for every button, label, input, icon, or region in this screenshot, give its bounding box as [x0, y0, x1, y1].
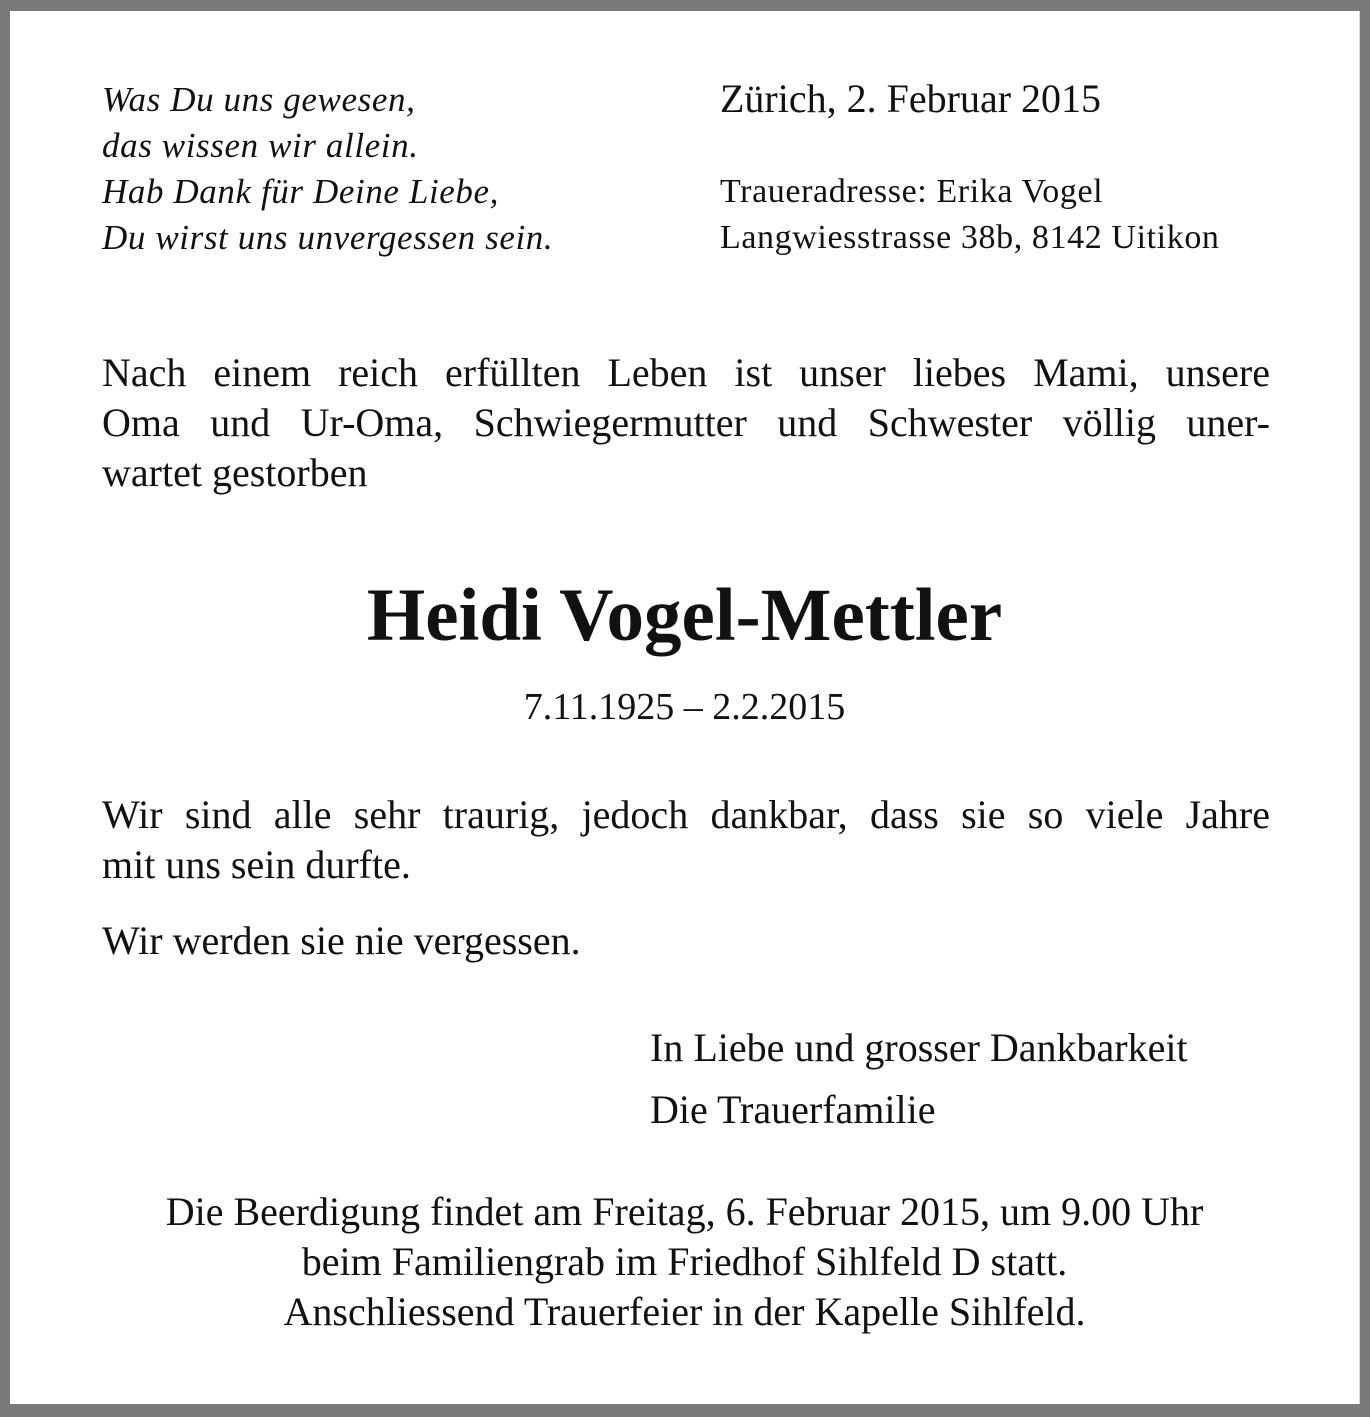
- message-line: Wir sind alle sehr traurig, jedoch dankbar, dass sie so viele Jahre: [102, 792, 1270, 837]
- obituary-page: [10, 11, 1360, 1404]
- deceased-name: Heidi Vogel-Mettler: [366, 574, 1003, 657]
- mourning-address: [720, 169, 1220, 261]
- funeral-notice: [10, 1187, 1359, 1337]
- poem-verse: [102, 77, 553, 261]
- life-dates: 7.11.1925 – 2.2.2015: [523, 686, 846, 728]
- signoff: [650, 1017, 1188, 1141]
- poem-line: Was Du uns gewesen,: [102, 80, 416, 119]
- poem-line: Du wirst uns unvergessen sein.: [102, 218, 554, 257]
- poem-line: Hab Dank für Deine Liebe,: [102, 172, 500, 211]
- address-line: Traueradresse: Erika Vogel: [720, 173, 1104, 210]
- message-paragraph: [102, 790, 1270, 890]
- place-date: Zürich, 2. Februar 2015: [720, 76, 1102, 121]
- address-line: Langwiesstrasse 38b, 8142 Uitikon: [720, 219, 1220, 256]
- funeral-line: Anschliessend Trauerfeier in der Kapelle Sihlfeld.: [283, 1289, 1086, 1334]
- funeral-line: Die Beerdigung findet am Freitag, 6. Februar 2015, um 9.00 Uhr: [165, 1189, 1204, 1234]
- closing-line: Wir werden sie nie vergessen.: [102, 918, 581, 963]
- funeral-line: beim Familiengrab im Friedhof Sihlfeld D statt.: [301, 1239, 1068, 1284]
- intro-line: wartet gestorben: [102, 450, 368, 495]
- intro-line: Nach einem reich erfüllten Leben ist unser liebes Mami, unsere: [102, 350, 1270, 395]
- signoff-family: Die Trauerfamilie: [650, 1087, 936, 1132]
- signoff-line: In Liebe und grosser Dankbarkeit: [650, 1025, 1188, 1070]
- message-line: mit uns sein durfte.: [102, 842, 411, 887]
- intro-paragraph: [102, 348, 1270, 498]
- poem-line: das wissen wir allein.: [102, 126, 419, 165]
- intro-line: Oma und Ur-Oma, Schwiegermutter und Schwester völlig uner-: [102, 400, 1270, 445]
